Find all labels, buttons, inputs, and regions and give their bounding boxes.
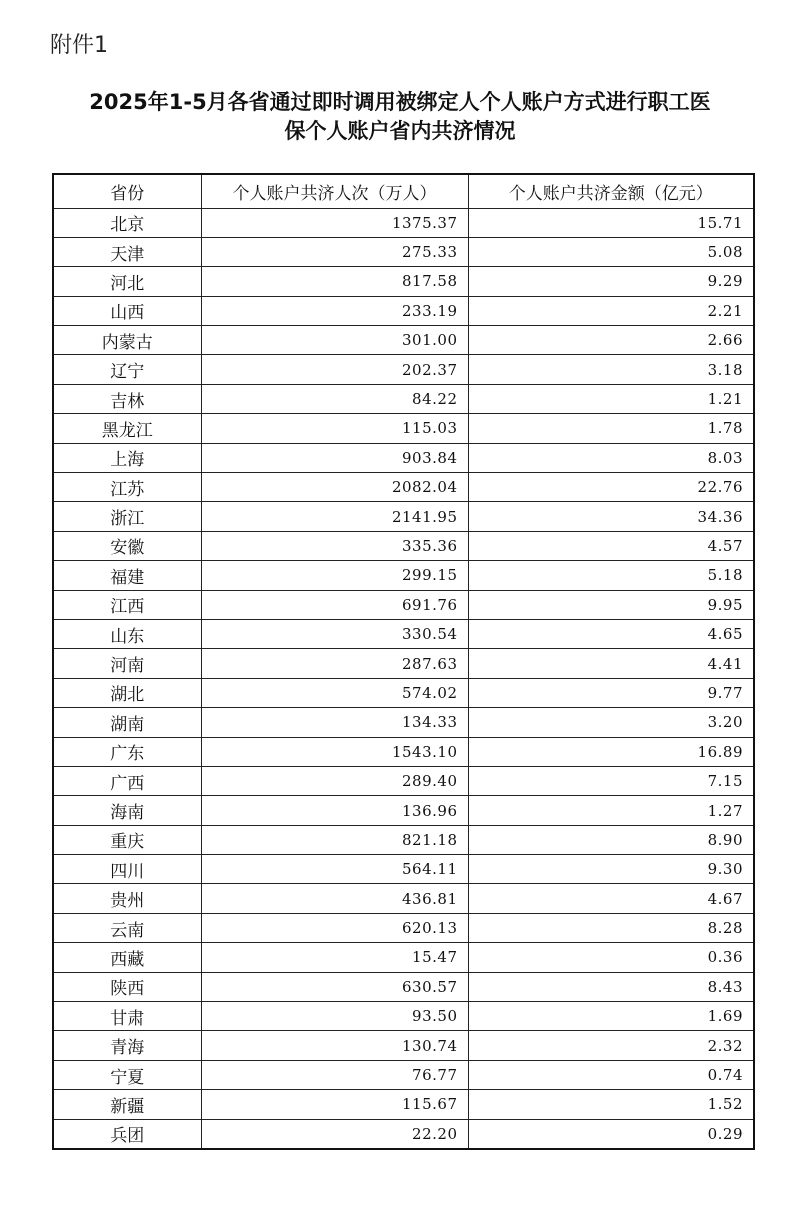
province-cell: 山东	[53, 619, 201, 648]
province-cell: 四川	[53, 855, 201, 884]
table-row	[53, 708, 754, 737]
document-title	[40, 88, 760, 146]
province-cell: 天津	[53, 237, 201, 266]
province-cell: 云南	[53, 913, 201, 942]
count-cell: 134.33	[201, 708, 468, 737]
amount-cell: 34.36	[468, 502, 754, 531]
amount-cell: 9.29	[468, 267, 754, 296]
table-row	[53, 855, 754, 884]
table-row	[53, 619, 754, 648]
count-cell: 630.57	[201, 972, 468, 1001]
count-cell: 2141.95	[201, 502, 468, 531]
amount-cell: 22.76	[468, 473, 754, 502]
province-cell: 兵团	[53, 1119, 201, 1148]
header-count: 个人账户共济人次（万人）	[201, 174, 468, 208]
table-row	[53, 590, 754, 619]
amount-cell: 4.65	[468, 619, 754, 648]
table-row	[53, 561, 754, 590]
province-cell: 黑龙江	[53, 414, 201, 443]
table-row	[53, 678, 754, 707]
table-row	[53, 443, 754, 472]
count-cell: 84.22	[201, 384, 468, 413]
amount-cell: 3.18	[468, 355, 754, 384]
amount-cell: 1.27	[468, 796, 754, 825]
table-row	[53, 649, 754, 678]
table-row	[53, 766, 754, 795]
count-cell: 136.96	[201, 796, 468, 825]
table-row	[53, 737, 754, 766]
header-amount: 个人账户共济金额（亿元）	[468, 174, 754, 208]
sharing-table	[52, 173, 755, 1150]
count-cell: 15.47	[201, 943, 468, 972]
province-cell: 甘肃	[53, 1002, 201, 1031]
table-row	[53, 355, 754, 384]
count-cell: 233.19	[201, 296, 468, 325]
province-cell: 河南	[53, 649, 201, 678]
count-cell: 620.13	[201, 913, 468, 942]
count-cell: 115.03	[201, 414, 468, 443]
province-cell: 宁夏	[53, 1060, 201, 1089]
table-row	[53, 296, 754, 325]
amount-cell: 16.89	[468, 737, 754, 766]
amount-cell: 9.30	[468, 855, 754, 884]
amount-cell: 8.43	[468, 972, 754, 1001]
amount-cell: 9.77	[468, 678, 754, 707]
province-cell: 安徽	[53, 531, 201, 560]
table-row	[53, 326, 754, 355]
amount-cell: 4.67	[468, 884, 754, 913]
amount-cell: 8.90	[468, 825, 754, 854]
table-row	[53, 796, 754, 825]
province-cell: 湖北	[53, 678, 201, 707]
count-cell: 275.33	[201, 237, 468, 266]
attachment-label: 附件1	[50, 33, 108, 58]
province-cell: 辽宁	[53, 355, 201, 384]
count-cell: 1375.37	[201, 208, 468, 237]
table-row	[53, 884, 754, 913]
table-row	[53, 1090, 754, 1119]
count-cell: 1543.10	[201, 737, 468, 766]
count-cell: 289.40	[201, 766, 468, 795]
count-cell: 130.74	[201, 1031, 468, 1060]
count-cell: 93.50	[201, 1002, 468, 1031]
count-cell: 436.81	[201, 884, 468, 913]
table-row	[53, 414, 754, 443]
amount-cell: 4.57	[468, 531, 754, 560]
amount-cell: 2.32	[468, 1031, 754, 1060]
amount-cell: 0.36	[468, 943, 754, 972]
table-row	[53, 237, 754, 266]
province-cell: 吉林	[53, 384, 201, 413]
table-row	[53, 384, 754, 413]
amount-cell: 5.18	[468, 561, 754, 590]
amount-cell: 15.71	[468, 208, 754, 237]
count-cell: 821.18	[201, 825, 468, 854]
amount-cell: 0.74	[468, 1060, 754, 1089]
province-cell: 贵州	[53, 884, 201, 913]
amount-cell: 9.95	[468, 590, 754, 619]
count-cell: 202.37	[201, 355, 468, 384]
amount-cell: 1.69	[468, 1002, 754, 1031]
count-cell: 330.54	[201, 619, 468, 648]
province-cell: 上海	[53, 443, 201, 472]
amount-cell: 3.20	[468, 708, 754, 737]
table-row	[53, 473, 754, 502]
count-cell: 691.76	[201, 590, 468, 619]
province-cell: 西藏	[53, 943, 201, 972]
table-row	[53, 531, 754, 560]
province-cell: 山西	[53, 296, 201, 325]
province-cell: 江苏	[53, 473, 201, 502]
province-cell: 海南	[53, 796, 201, 825]
count-cell: 299.15	[201, 561, 468, 590]
table-row	[53, 1031, 754, 1060]
amount-cell: 4.41	[468, 649, 754, 678]
province-cell: 福建	[53, 561, 201, 590]
amount-cell: 2.66	[468, 326, 754, 355]
count-cell: 335.36	[201, 531, 468, 560]
table-row	[53, 267, 754, 296]
count-cell: 115.67	[201, 1090, 468, 1119]
province-cell: 青海	[53, 1031, 201, 1060]
count-cell: 574.02	[201, 678, 468, 707]
table-header-row	[53, 174, 754, 208]
amount-cell: 0.29	[468, 1119, 754, 1148]
count-cell: 817.58	[201, 267, 468, 296]
count-cell: 903.84	[201, 443, 468, 472]
amount-cell: 1.52	[468, 1090, 754, 1119]
table-row	[53, 825, 754, 854]
province-cell: 北京	[53, 208, 201, 237]
count-cell: 22.20	[201, 1119, 468, 1148]
province-cell: 重庆	[53, 825, 201, 854]
title-line-2: 保个人账户省内共济情况	[284, 119, 516, 143]
count-cell: 301.00	[201, 326, 468, 355]
province-cell: 陕西	[53, 972, 201, 1001]
province-cell: 江西	[53, 590, 201, 619]
table-row	[53, 1060, 754, 1089]
table-row	[53, 1119, 754, 1148]
province-cell: 河北	[53, 267, 201, 296]
count-cell: 2082.04	[201, 473, 468, 502]
count-cell: 287.63	[201, 649, 468, 678]
table-body	[53, 208, 754, 1149]
amount-cell: 5.08	[468, 237, 754, 266]
table-row	[53, 208, 754, 237]
table-row	[53, 943, 754, 972]
table-row	[53, 1002, 754, 1031]
table-row	[53, 502, 754, 531]
amount-cell: 8.03	[468, 443, 754, 472]
amount-cell: 1.78	[468, 414, 754, 443]
province-cell: 湖南	[53, 708, 201, 737]
province-cell: 新疆	[53, 1090, 201, 1119]
province-cell: 广东	[53, 737, 201, 766]
amount-cell: 7.15	[468, 766, 754, 795]
amount-cell: 2.21	[468, 296, 754, 325]
title-line-1: 2025年1-5月各省通过即时调用被绑定人个人账户方式进行职工医	[89, 90, 711, 114]
amount-cell: 1.21	[468, 384, 754, 413]
province-cell: 内蒙古	[53, 326, 201, 355]
province-cell: 广西	[53, 766, 201, 795]
count-cell: 564.11	[201, 855, 468, 884]
table-row	[53, 972, 754, 1001]
header-province: 省份	[53, 174, 201, 208]
province-cell: 浙江	[53, 502, 201, 531]
amount-cell: 8.28	[468, 913, 754, 942]
table-row	[53, 913, 754, 942]
count-cell: 76.77	[201, 1060, 468, 1089]
